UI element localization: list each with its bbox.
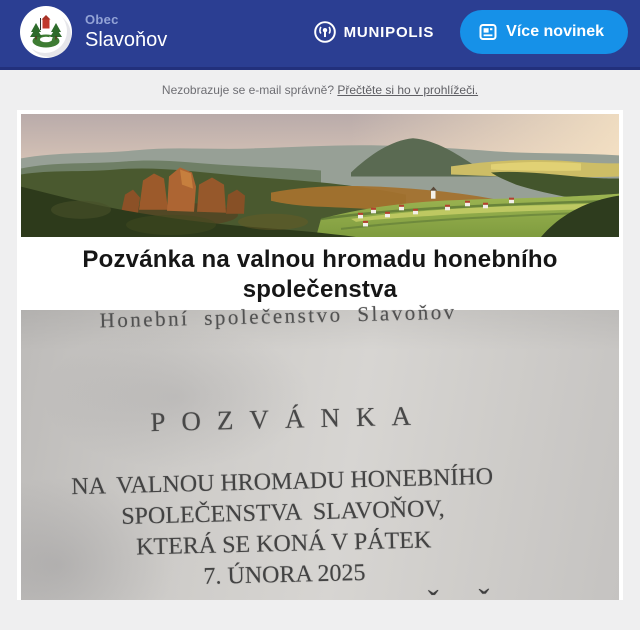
header	[0, 0, 640, 70]
munipolis-brand-link[interactable]	[313, 20, 435, 44]
scan-heading: Honební společenstvo Slavoňov	[99, 299, 457, 333]
org-label: Obec	[85, 12, 119, 28]
view-in-browser-link[interactable]: Přečtěte si ho v prohlížeči.	[337, 83, 479, 97]
municipality-crest-icon	[20, 6, 72, 58]
document-scan-image	[21, 299, 619, 620]
brand-wordmark: MUNIPOLIS	[343, 23, 435, 41]
preheader	[0, 70, 640, 97]
article-title: Pozvánka na valnou hromadu honebního společenstva	[82, 246, 558, 303]
scan-line: NA VALNOU HROMADU HONEBNÍHO	[71, 463, 494, 501]
scan-line: SPOLEČENSTVA SLAVOŇOV,	[120, 496, 445, 530]
munipolis-broadcast-icon	[313, 20, 337, 44]
newsletter-card	[17, 110, 623, 620]
scan-text-layer	[21, 299, 626, 620]
scan-body-lines	[25, 461, 542, 598]
preheader-question: Nezobrazuje se e-mail správně?	[161, 83, 334, 97]
newspaper-icon	[479, 23, 497, 41]
more-news-button[interactable]	[460, 10, 628, 54]
more-news-label: Více novinek	[506, 23, 604, 40]
hero-landscape-image	[21, 114, 619, 237]
scan-title-pozvanka: POZVÁNKA	[150, 400, 428, 438]
scan-line: KTERÁ SE KONÁ V PÁTEK	[135, 527, 432, 561]
scan-line: 7. ÚNORA 2025	[203, 559, 366, 590]
org-name: Slavoňov	[85, 28, 168, 51]
org-block	[85, 13, 167, 51]
scan-cutoff-line: ˇˇ	[427, 580, 530, 620]
